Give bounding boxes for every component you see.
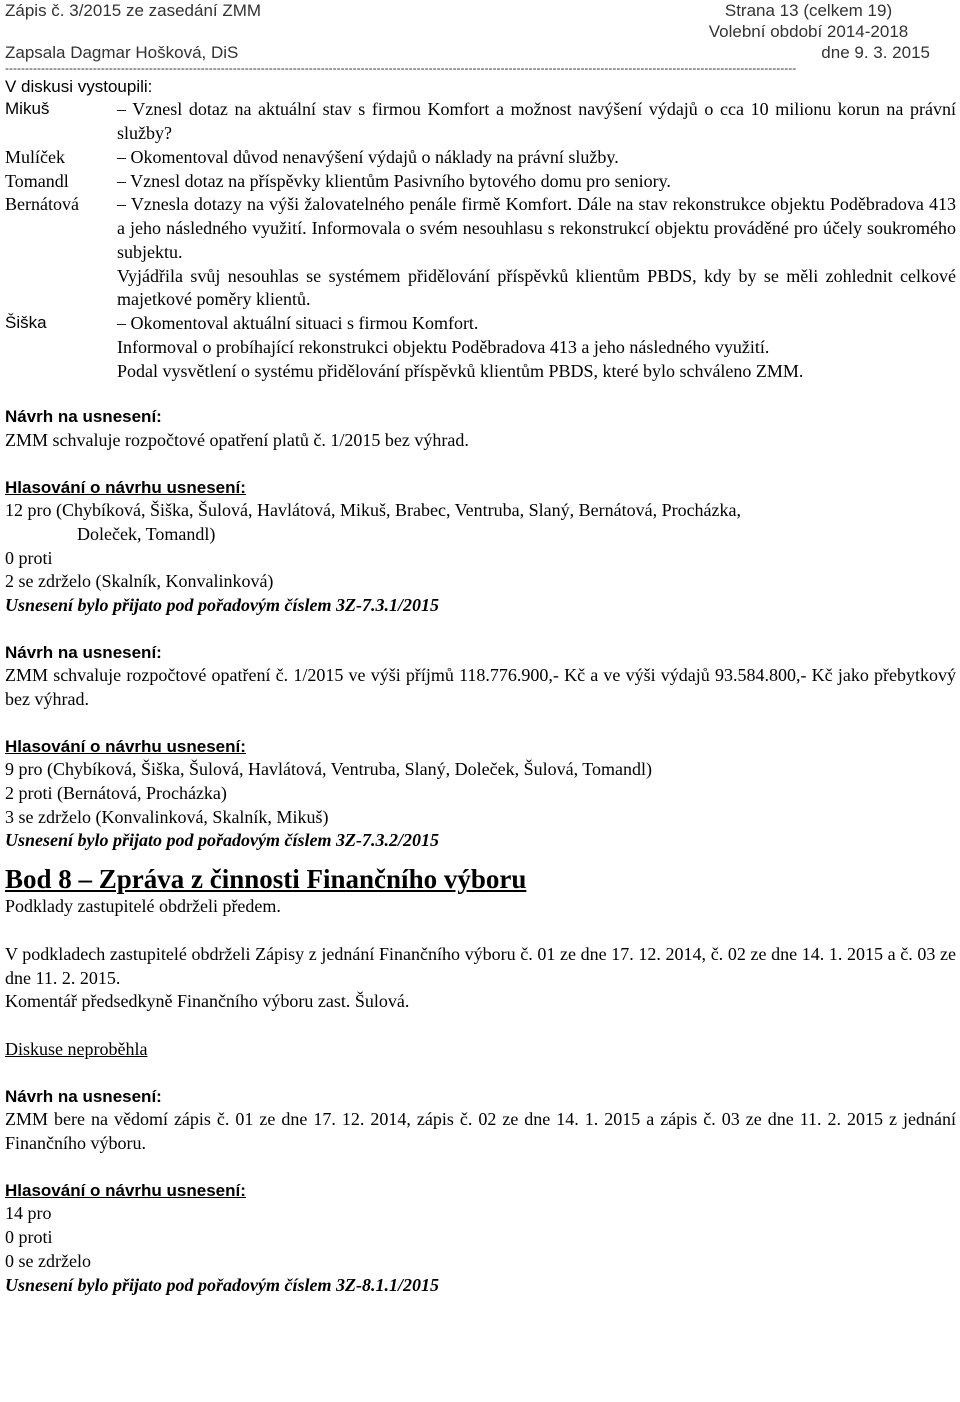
meeting-date: dne 9. 3. 2015 [821, 43, 930, 62]
resolution-block [5, 406, 956, 617]
speaker-statement: Podal vysvětlení o systému přidělování příspěvků klientům PBDS, které bylo schváleno ZMM. [117, 360, 804, 381]
speaker-name: Mikuš [5, 99, 50, 119]
vote-for: 14 pro [5, 1203, 52, 1224]
discussion-entry [5, 193, 956, 312]
chair-comment: Komentář předsedkyně Finančního výboru zast. Šulová. [5, 991, 410, 1012]
header-separator: ------------------------------------------------------------------------------------------------------------------------------------------------------------------------------------------------------ [5, 63, 797, 75]
vote-heading: Hlasování o návrhu usnesení: [5, 736, 246, 756]
vote-abstain: 0 se zdrželo [5, 1250, 91, 1271]
speaker-statement: – Okomentoval důvod nenavýšení výdajů o náklady na právní služby. [117, 146, 619, 167]
speaker-statement: Informoval o probíhající rekonstrukci objektu Poděbradova 413 a jeho následného využití. [117, 336, 770, 357]
discussion-heading: V diskusi vystoupili: [5, 77, 153, 96]
speaker-statement: – Vznesla dotazy na výši žalovatelného penále firmě Komfort. Dále na stav rekonstrukce objektu Poděbradova 413 a jeho následného využití. Informovala o svém nesouhlasu s rekonstrukcí objektu prováděné pro účely soukromého subjektu. [117, 194, 956, 262]
vote-for: 9 pro (Chybíková, Šiška, Šulová, Havlátová, Ventruba, Slaný, Doleček, Šulová, Tomandl) [5, 759, 652, 780]
electoral-term: Volební období 2014-2018 dne 9. 3. 2015 [661, 21, 956, 63]
discussion-status: Diskuse neproběhla [5, 1039, 148, 1060]
discussion-entry [5, 98, 956, 146]
resolution-accepted: Usnesení bylo přijato pod pořadovým číslem 3Z-8.1.1/2015 [5, 1274, 439, 1295]
vote-abstain: 2 se zdrželo (Skalník, Konvalinková) [5, 571, 274, 592]
recorder: Zapsala Dagmar Hošková, DiS [5, 43, 239, 62]
vote-for-count: 12 pro [5, 500, 52, 521]
materials-text: V podkladech zastupitelé obdrželi Zápisy z jednání Finančního výboru č. 01 ze dne 17. 12. 2014, č. 02 ze dne 14. 1. 2015 a č. 03 ze dne 11. 2. 2015. [5, 943, 956, 988]
proposal-text: ZMM bere na vědomí zápis č. 01 ze dne 17. 12. 2014, zápis č. 02 ze dne 14. 1. 2015 a zápis č. 03 ze dne 11. 2. 2015 z jednání Finančního výboru. [5, 1109, 956, 1154]
proposal-heading: Návrh na usnesení: [5, 642, 162, 662]
speaker-statement: – Vznesl dotaz na příspěvky klientům Pasivního bytového domu pro seniory. [117, 170, 671, 191]
proposal-heading: Návrh na usnesení: [5, 407, 162, 427]
vote-for [5, 499, 956, 547]
proposal-text: ZMM schvaluje rozpočtové opatření platů č. 1/2015 bez výhrad. [5, 429, 469, 450]
vote-against: 0 proti [5, 547, 53, 568]
discussion-list [5, 98, 956, 383]
speaker-name: Mulíček [5, 146, 65, 167]
proposal-heading: Návrh na usnesení: [5, 1086, 162, 1106]
speaker-name: Šiška [5, 313, 47, 333]
speaker-name: Tomandl [5, 170, 69, 191]
vote-abstain: 3 se zdrželo (Konvalinková, Skalník, Mikuš) [5, 806, 329, 827]
discussion-entry [5, 170, 956, 194]
vote-for-names: (Chybíková, Šiška, Šulová, Havlátová, Mikuš, Brabec, Ventruba, Slaný, Bernátová, Procházka, [56, 500, 742, 521]
resolution-accepted: Usnesení bylo přijato pod pořadovým číslem 3Z-7.3.1/2015 [5, 595, 439, 616]
agenda-item-8 [5, 863, 956, 1297]
proposal-text: ZMM schvaluje rozpočtové opatření č. 1/2015 ve výši příjmů 118.776.900,- Kč a ve výši výdajů 93.584.800,- Kč jako přebytkový bez výhrad. [5, 665, 956, 709]
speaker-statement: – Vznesl dotaz na aktuální stav s firmou Komfort a možnost navýšení výdajů o cca 10 milionu korun na právní služby? [117, 99, 956, 144]
vote-against: 0 proti [5, 1227, 53, 1248]
vote-heading: Hlasování o návrhu usnesení: [5, 1180, 246, 1200]
speaker-statement: – Okomentoval aktuální situaci s firmou Komfort. [117, 313, 479, 334]
materials-note: Podklady zastupitelé obdrželi předem. [5, 896, 281, 917]
resolution-accepted: Usnesení bylo přijato pod pořadovým číslem 3Z-7.3.2/2015 [5, 830, 439, 851]
agenda-item-heading: Bod 8 – Zpráva z činnosti Finančního výboru [5, 864, 527, 895]
discussion-entry [5, 146, 956, 170]
vote-against: 2 proti (Bernátová, Procházka) [5, 782, 227, 803]
page-number: Strana 13 (celkem 19) [724, 1, 893, 20]
speaker-statement: Vyjádřila svůj nesouhlas se systémem přidělování příspěvků klientům PBDS, kdy by se měli zohlednit celkové majetkové poměry klientů. [117, 265, 956, 310]
page-header [5, 0, 956, 63]
vote-heading: Hlasování o návrhu usnesení: [5, 477, 246, 497]
discussion-entry [5, 312, 956, 383]
document-title: Zápis č. 3/2015 ze zasedání ZMM [5, 1, 262, 20]
resolution-block [5, 642, 956, 853]
vote-for-names: Doleček, Tomandl) [77, 523, 216, 544]
speaker-name: Bernátová [5, 194, 79, 215]
